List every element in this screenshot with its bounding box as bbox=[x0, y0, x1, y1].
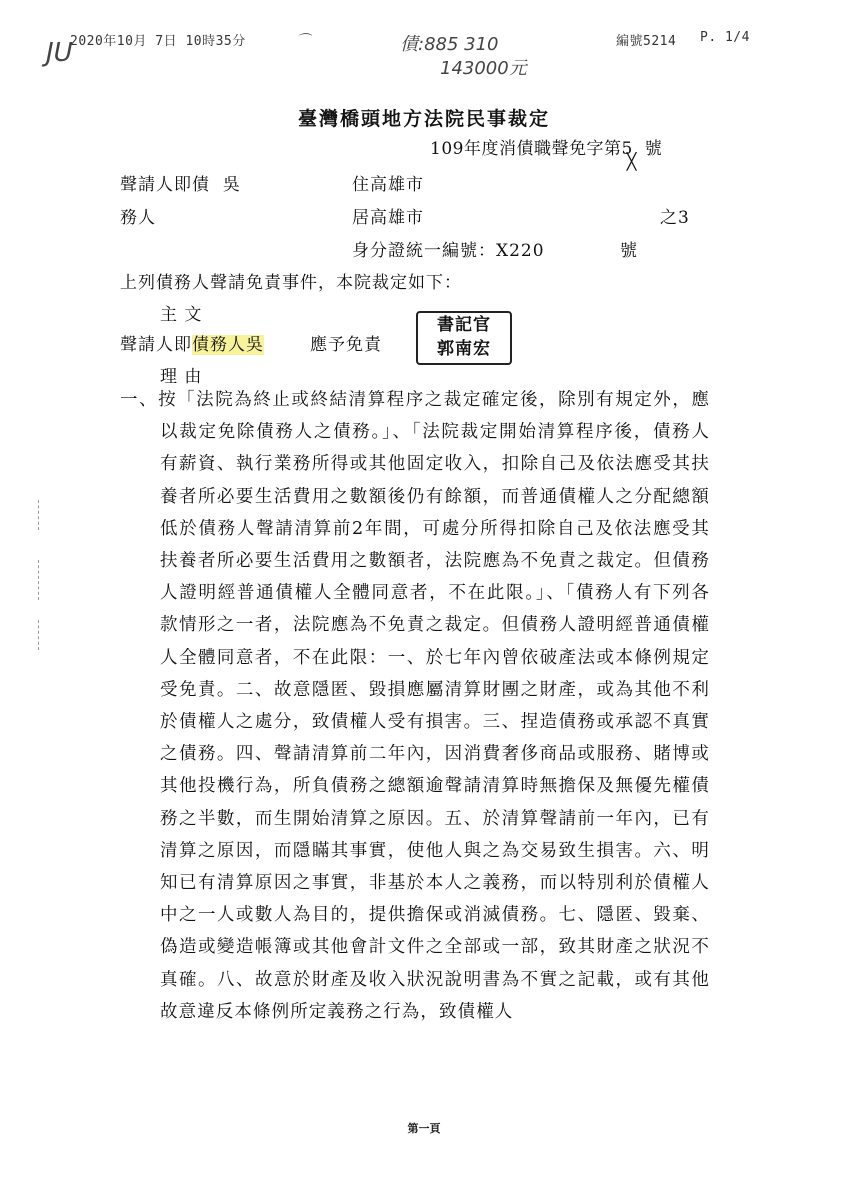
main-text bbox=[120, 330, 382, 355]
fax-datetime: 2020年10月 7日 10時35分 bbox=[70, 34, 246, 49]
party-name: 吳 bbox=[222, 175, 241, 195]
id-number: 身分證統一編號：X220 bbox=[352, 241, 545, 261]
dwelling: 居高雄市 bbox=[352, 208, 424, 228]
fax-page: P. 1/4 bbox=[700, 30, 750, 45]
handwritten-mark: ⌒ bbox=[296, 33, 310, 49]
handwritten-note-1: 債:885 310 bbox=[400, 34, 499, 55]
document-title: 臺灣橋頭地方法院民事裁定 bbox=[297, 108, 550, 130]
party-role bbox=[120, 170, 241, 195]
case-number-suffix: 號 bbox=[644, 139, 663, 159]
seal-line1: 書記官 bbox=[437, 315, 491, 335]
main-text-highlight: 債務人吳 bbox=[192, 335, 264, 355]
fax-number: 編號5214 bbox=[616, 34, 677, 49]
punch-mark bbox=[38, 620, 40, 650]
ruling-intro: 上列債務人聲請免責事件，本院裁定如下： bbox=[120, 273, 462, 293]
case-number-text: 109年度消債職聲免字第5 bbox=[430, 139, 633, 159]
main-heading: 主 文 bbox=[160, 305, 203, 325]
handwritten-initials: JU bbox=[46, 38, 73, 68]
residence: 住高雄市 bbox=[352, 175, 424, 195]
party-role-line2: 務人 bbox=[120, 208, 156, 228]
party-role-line1: 聲請人即債 bbox=[120, 175, 210, 195]
reason-heading: 理 由 bbox=[160, 367, 203, 387]
dwelling-suffix: 之3 bbox=[660, 208, 690, 228]
punch-mark bbox=[38, 500, 40, 530]
handwritten-note-2: 143000元 bbox=[440, 58, 527, 79]
case-number bbox=[430, 134, 662, 159]
seal-line2: 郭南宏 bbox=[437, 339, 491, 359]
main-text-prefix: 聲請人即 bbox=[120, 335, 192, 355]
page-number: 第一頁 bbox=[407, 1122, 441, 1135]
clerk-seal bbox=[416, 311, 512, 365]
main-text-result: 應予免責 bbox=[310, 335, 382, 355]
punch-mark bbox=[38, 560, 40, 600]
reason-paragraph: 一、按「法院為終止或終結清算程序之裁定確定後，除別有規定外，應以裁定免除債務人之債務。」、「法院裁定開始清算程序後，債務人有薪資、執行業務所得或其他固定收入，扣除自己及依法應受其扶養者所必要生活費用之數額後仍有餘額，而普通債權人之分配總額低於債務人聲請清算前2年間，可處分所得扣除自己及依法應受其扶養者所必要生活費用之數額者，法院應為不免責之裁定。但債務人證明經普通債權人全體同意者，不在此限。」、「債務人有下列各款情形之一者，法院應為不免責之裁定。但債務人證明經普通債權人全體同意者，不在此限：一、於七年內曾依破產法或本條例規定受免責。二、故意隱匿、毀損應屬清算財團之財產，或為其他不利於債權人之處分，致債權人受有損害。三、捏造債務或承認不真實之債務。四、聲請清算前二年內，因消費奢侈商品或服務、賭博或其他投機行為，所負債務之總額逾聲請清算時無擔保及無優先權債務之半數，而生開始清算之原因。五、於清算聲請前一年內，已有清算之原因，而隱瞞其事實，使他人與之為交易致生損害。六、明知已有清算原因之事實，非基於本人之義務，而以特別利於債權人中之一人或數人為目的，提供擔保或消滅債務。七、隱匿、毀棄、偽造或變造帳簿或其他會計文件之全部或一部，致其財產之狀況不真確。八、故意於財產及收入狀況說明書為不實之記載，或有其他故意違反本條例所定義務之行為，致債權人 bbox=[120, 390, 710, 1022]
id-suffix: 號 bbox=[620, 241, 638, 261]
